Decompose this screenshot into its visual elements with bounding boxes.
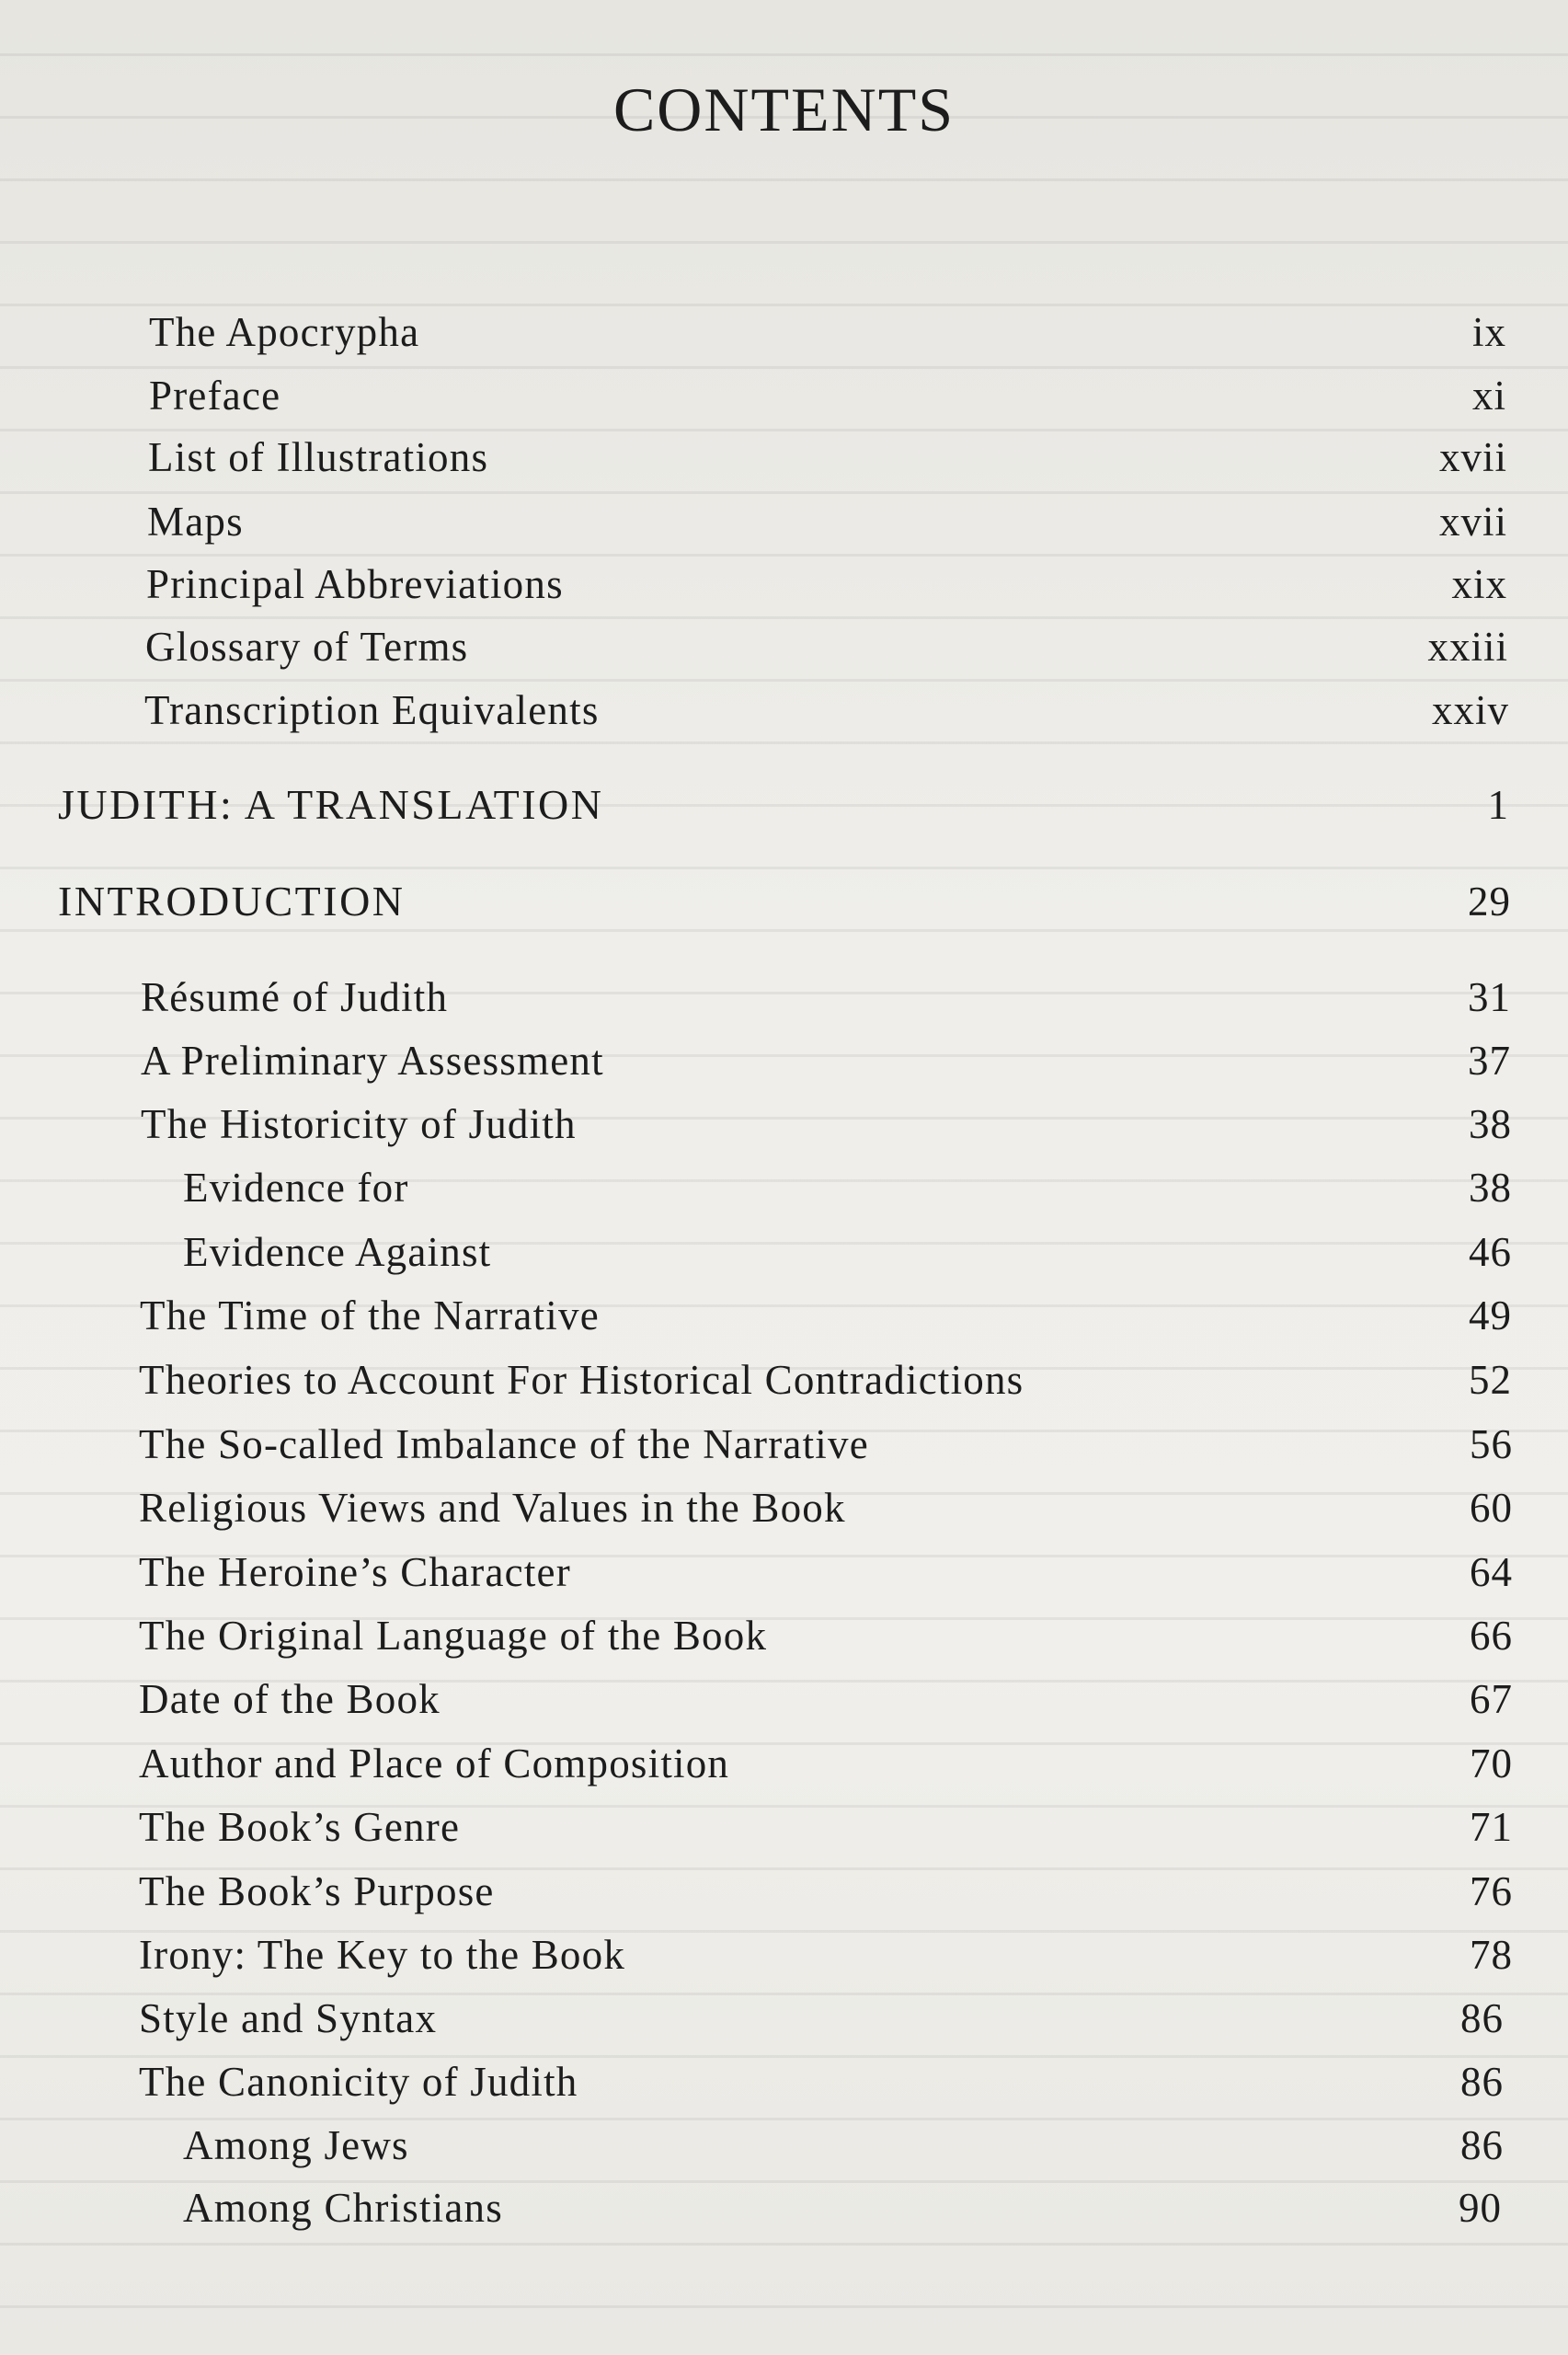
toc-entry-label: Glossary of Terms <box>145 624 469 670</box>
toc-entry-label: The Book’s Genre <box>139 1804 461 1850</box>
toc-entry-date-of-book[interactable] <box>139 1676 1513 1722</box>
toc-entry-page: xvii <box>1438 499 1507 545</box>
toc-entry-label: The Canonicity of Judith <box>139 2059 578 2105</box>
toc-entry-label: Evidence Against <box>183 1229 492 1275</box>
toc-entry-page: 60 <box>1470 1485 1513 1531</box>
toc-entry-label: Résumé of Judith <box>141 974 449 1020</box>
toc-entry-evidence-for[interactable] <box>183 1167 1512 1209</box>
toc-entry-theories-historical-contradictions[interactable] <box>139 1357 1512 1403</box>
toc-entry-page: 86 <box>1460 1995 1504 2041</box>
toc-entry-page: 86 <box>1460 2122 1504 2168</box>
toc-entry-page: 76 <box>1470 1868 1513 1914</box>
toc-entry-maps[interactable] <box>147 501 1507 543</box>
toc-entry-page: 31 <box>1468 974 1511 1020</box>
toc-entry-page: xxiii <box>1427 624 1508 670</box>
toc-section-page: 1 <box>1487 782 1509 828</box>
toc-entry-page: 66 <box>1470 1613 1513 1659</box>
toc-entry-books-purpose[interactable] <box>139 1868 1513 1914</box>
toc-entry-among-christians[interactable] <box>183 2185 1502 2231</box>
toc-entry-original-language[interactable] <box>139 1615 1513 1657</box>
toc-entry-label: Among Christians <box>183 2185 503 2231</box>
toc-entry-preliminary-assessment[interactable] <box>141 1040 1511 1082</box>
toc-entry-page: 38 <box>1469 1101 1512 1147</box>
toc-entry-page: 56 <box>1470 1421 1513 1467</box>
toc-entry-page: 70 <box>1470 1740 1513 1786</box>
toc-entry-canonicity[interactable] <box>139 2059 1504 2105</box>
toc-entry-label: The Book’s Purpose <box>139 1868 495 1914</box>
toc-entry-label: Theories to Account For Historical Contradictions <box>139 1357 1024 1403</box>
toc-entry-transcription-equivalents[interactable] <box>144 687 1509 733</box>
toc-entry-author-and-place[interactable] <box>139 1740 1513 1786</box>
toc-entry-among-jews[interactable] <box>183 2122 1504 2168</box>
toc-entry-page: xvii <box>1438 434 1507 480</box>
toc-entry-label: Evidence for <box>183 1165 409 1211</box>
toc-entry-irony[interactable] <box>139 1932 1513 1978</box>
toc-entry-label: The Time of the Narrative <box>140 1292 600 1338</box>
toc-section-label: JUDITH: A TRANSLATION <box>58 781 604 828</box>
toc-entry-label: Preface <box>149 373 281 419</box>
toc-entry-style-and-syntax[interactable] <box>139 1995 1504 2041</box>
toc-entry-page: 38 <box>1469 1165 1512 1211</box>
toc-entry-page: 49 <box>1469 1292 1512 1338</box>
toc-entry-page: 86 <box>1460 2059 1504 2105</box>
toc-entry-label: List of Illustrations <box>148 434 489 480</box>
toc-entry-page: xxiv <box>1431 687 1509 733</box>
toc-entry-label: The Historicity of Judith <box>141 1101 577 1147</box>
toc-entry-label: Date of the Book <box>139 1676 441 1722</box>
toc-entry-label: Style and Syntax <box>139 1995 438 2041</box>
page-title: CONTENTS <box>612 75 956 144</box>
toc-section-page: 29 <box>1468 879 1511 925</box>
toc-entry-label: Principal Abbreviations <box>146 561 564 607</box>
toc-entry-page: 90 <box>1459 2185 1502 2231</box>
toc-entry-books-genre[interactable] <box>139 1804 1513 1850</box>
toc-section-judith-translation[interactable] <box>58 781 1509 828</box>
toc-entry-page: 64 <box>1470 1549 1513 1595</box>
toc-entry-glossary-of-terms[interactable] <box>145 626 1508 668</box>
toc-entry-preface[interactable] <box>149 375 1506 417</box>
toc-entry-page: ix <box>1471 309 1506 355</box>
toc-entry-label: Transcription Equivalents <box>144 687 600 733</box>
toc-entry-page: 37 <box>1468 1038 1511 1084</box>
toc-entry-label: The Apocrypha <box>149 309 420 355</box>
toc-section-label: INTRODUCTION <box>58 878 406 925</box>
toc-entry-label: The So-called Imbalance of the Narrative <box>139 1421 869 1467</box>
toc-entry-page: 71 <box>1470 1804 1513 1850</box>
toc-section-introduction[interactable] <box>58 880 1511 923</box>
toc-entry-historicity-of-judith[interactable] <box>141 1101 1512 1147</box>
toc-entry-page: xi <box>1471 373 1506 419</box>
toc-entry-page: 67 <box>1470 1676 1513 1722</box>
toc-entry-label: Irony: The Key to the Book <box>139 1932 626 1978</box>
toc-entry-label: The Original Language of the Book <box>139 1613 768 1659</box>
toc-entry-so-called-imbalance[interactable] <box>139 1421 1513 1467</box>
toc-entry-heroines-character[interactable] <box>139 1549 1513 1595</box>
toc-entry-label: Author and Place of Composition <box>139 1740 730 1786</box>
toc-entry-page: 78 <box>1470 1932 1513 1978</box>
toc-entry-list-of-illustrations[interactable] <box>148 434 1507 480</box>
toc-entry-label: Among Jews <box>183 2122 409 2168</box>
toc-entry-page: xix <box>1451 561 1507 607</box>
toc-entry-principal-abbreviations[interactable] <box>146 561 1507 607</box>
toc-entry-label: A Preliminary Assessment <box>141 1038 604 1084</box>
toc-entry-page: 52 <box>1469 1357 1512 1403</box>
toc-entry-page: 46 <box>1469 1229 1512 1275</box>
toc-entry-label: Maps <box>147 499 244 545</box>
toc-entry-the-apocrypha[interactable] <box>149 309 1506 355</box>
toc-entry-label: Religious Views and Values in the Book <box>139 1485 846 1531</box>
toc-entry-label: The Heroine’s Character <box>139 1549 571 1595</box>
toc-entry-time-of-narrative[interactable] <box>140 1292 1512 1338</box>
toc-entry-evidence-against[interactable] <box>183 1229 1512 1275</box>
toc-entry-religious-views[interactable] <box>139 1485 1513 1531</box>
toc-entry-resume-of-judith[interactable] <box>141 974 1511 1020</box>
